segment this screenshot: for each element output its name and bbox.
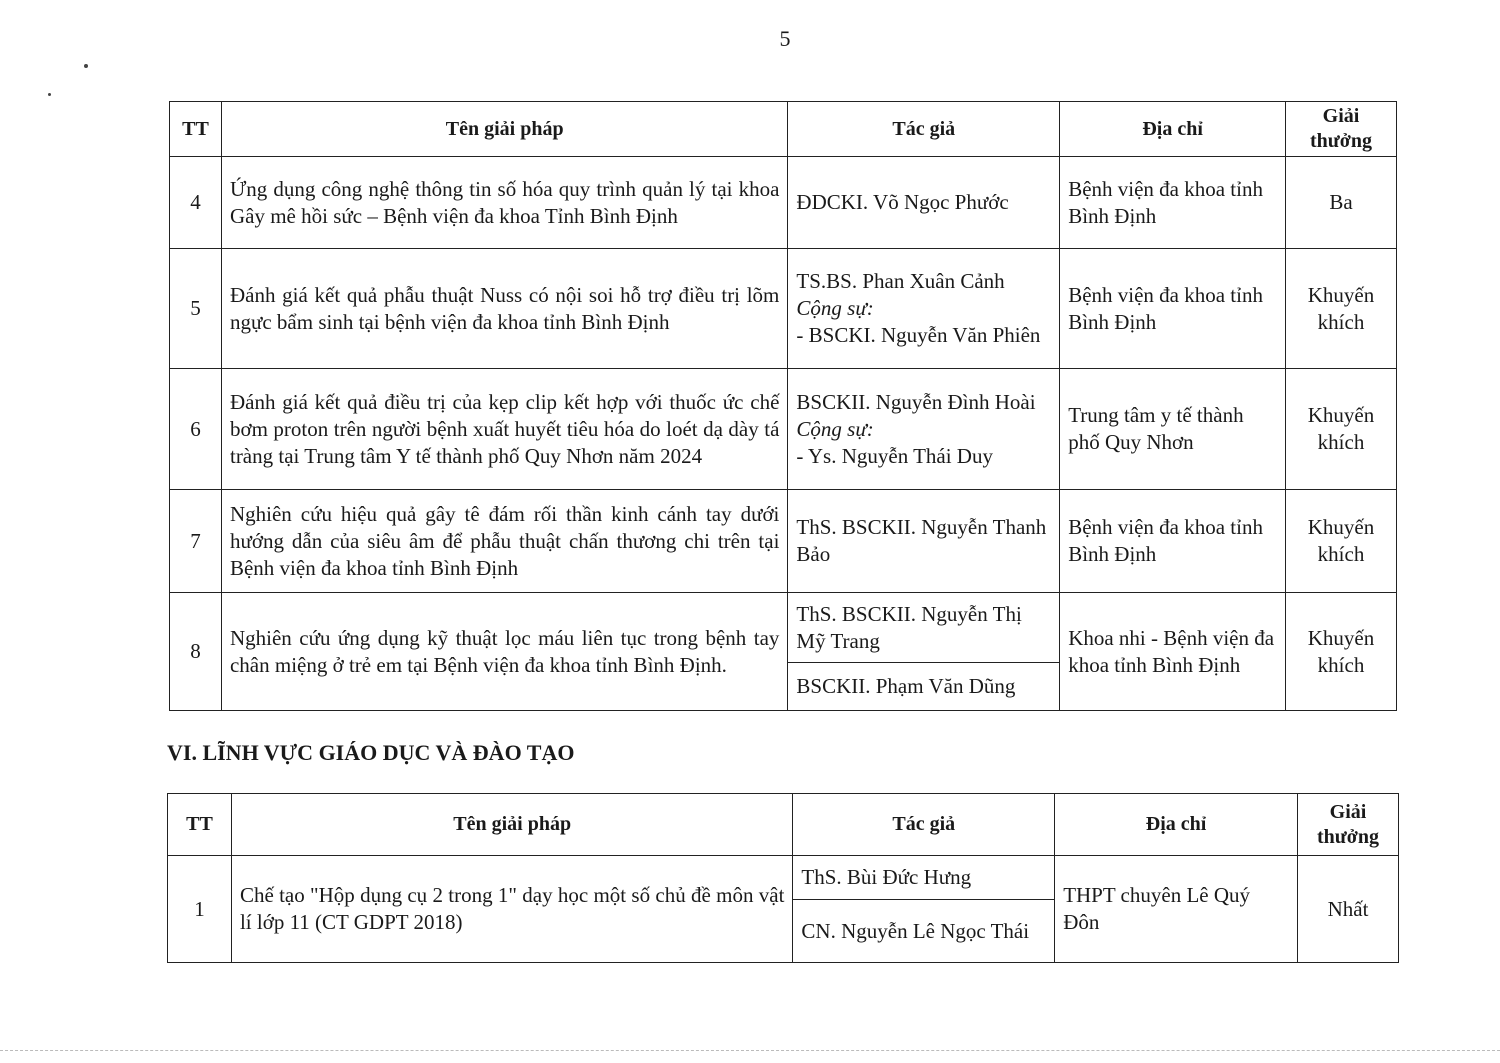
- row-solution-name: Ứng dụng công nghệ thông tin số hóa quy trình quản lý tại khoa Gây mê hồi sức – Bệnh viện đa khoa Tỉnh Bình Định: [221, 157, 787, 249]
- scan-speck: [84, 64, 88, 68]
- coauthor-label: Cộng sự:: [796, 416, 874, 441]
- row-author: BSCKII. Phạm Văn Dũng: [788, 663, 1060, 711]
- page-bottom-rule: [0, 1050, 1500, 1051]
- table-row: [170, 593, 1397, 663]
- header-prize: Giải thưởng: [1297, 794, 1398, 856]
- row-solution-name: Đánh giá kết quả phẫu thuật Nuss có nội soi hỗ trợ điều trị lõm ngực bẩm sinh tại bệnh viện đa khoa tỉnh Bình Định: [221, 249, 787, 369]
- page-number: 5: [779, 26, 791, 51]
- row-author: CN. Nguyễn Lê Ngọc Thái: [793, 900, 1055, 963]
- row-author-cell: [788, 369, 1060, 490]
- table-row: [170, 490, 1397, 593]
- row-author: ThS. BSCKII. Nguyễn Thanh Bảo: [788, 490, 1060, 593]
- row-tt: 6: [170, 369, 222, 490]
- row-tt: 5: [170, 249, 222, 369]
- header-author: Tác giả: [788, 102, 1060, 157]
- row-solution-name: Chế tạo "Hộp dụng cụ 2 trong 1" dạy học một số chủ đề môn vật lí lớp 11 (CT GDPT 2018): [231, 856, 792, 963]
- row-author: BSCKII. Nguyễn Đình Hoài: [796, 389, 1036, 414]
- row-prize: Nhất: [1297, 856, 1398, 963]
- row-author: ThS. Bùi Đức Hưng: [793, 856, 1055, 900]
- row-address: Bệnh viện đa khoa tỉnh Bình Định: [1060, 249, 1286, 369]
- section-heading: VI. LĨNH VỰC GIÁO DỤC VÀ ĐÀO TẠO: [167, 740, 575, 765]
- row-address: THPT chuyên Lê Quý Đôn: [1055, 856, 1298, 963]
- row-solution-name: Nghiên cứu ứng dụng kỹ thuật lọc máu liên tục trong bệnh tay chân miệng ở trẻ em tại Bệnh viện đa khoa tỉnh Bình Định.: [221, 593, 787, 711]
- row-tt: 4: [170, 157, 222, 249]
- row-prize: Khuyến khích: [1286, 249, 1397, 369]
- table-row: [170, 249, 1397, 369]
- row-solution-name: Nghiên cứu hiệu quả gây tê đám rối thần kinh cánh tay dưới hướng dẫn của siêu âm để phẫu thuật chấn thương chi trên tại Bệnh viện đa khoa tỉnh Bình Định: [221, 490, 787, 593]
- row-prize: Khuyến khích: [1286, 369, 1397, 490]
- coauthor-label: Cộng sự:: [796, 296, 874, 320]
- row-prize: Ba: [1286, 157, 1397, 249]
- row-address: Bệnh viện đa khoa tỉnh Bình Định: [1060, 490, 1286, 593]
- table-header-row: [168, 794, 1399, 856]
- row-solution-name: Đánh giá kết quả điều trị của kẹp clip kết hợp với thuốc ức chế bơm proton trên người bệnh xuất huyết tiêu hóa do loét dạ dày tá tràng tại Trung tâm Y tế thành phố Quy Nhơn năm 2024: [221, 369, 787, 490]
- row-prize: Khuyến khích: [1286, 490, 1397, 593]
- header-tt: TT: [170, 102, 222, 157]
- header-prize: Giải thưởng: [1286, 102, 1397, 157]
- table-row: [168, 856, 1399, 900]
- row-author: TS.BS. Phan Xuân Cảnh: [796, 269, 1005, 293]
- row-coauthor: - BSCKI. Nguyễn Văn Phiên: [796, 323, 1041, 347]
- header-tt: TT: [168, 794, 232, 856]
- row-author: ĐDCKI. Võ Ngọc Phước: [788, 157, 1060, 249]
- header-address: Địa chỉ: [1060, 102, 1286, 157]
- row-author: ThS. BSCKII. Nguyễn Thị Mỹ Trang: [788, 593, 1060, 663]
- row-address: Trung tâm y tế thành phố Quy Nhơn: [1060, 369, 1286, 490]
- row-tt: 1: [168, 856, 232, 963]
- awards-table-health: [169, 101, 1397, 711]
- header-author: Tác giả: [793, 794, 1055, 856]
- header-name: Tên giải pháp: [221, 102, 787, 157]
- row-author-cell: [788, 249, 1060, 369]
- row-address: Khoa nhi - Bệnh viện đa khoa tỉnh Bình Định: [1060, 593, 1286, 711]
- row-tt: 7: [170, 490, 222, 593]
- scan-speck: [48, 93, 51, 96]
- table-row: [170, 157, 1397, 249]
- row-prize: Khuyến khích: [1286, 593, 1397, 711]
- awards-table-education: [167, 793, 1399, 963]
- table-header-row: [170, 102, 1397, 157]
- header-address: Địa chỉ: [1055, 794, 1298, 856]
- table-row: [170, 369, 1397, 490]
- row-address: Bệnh viện đa khoa tỉnh Bình Định: [1060, 157, 1286, 249]
- row-coauthor: - Ys. Nguyễn Thái Duy: [796, 443, 993, 468]
- row-tt: 8: [170, 593, 222, 711]
- header-name: Tên giải pháp: [231, 794, 792, 856]
